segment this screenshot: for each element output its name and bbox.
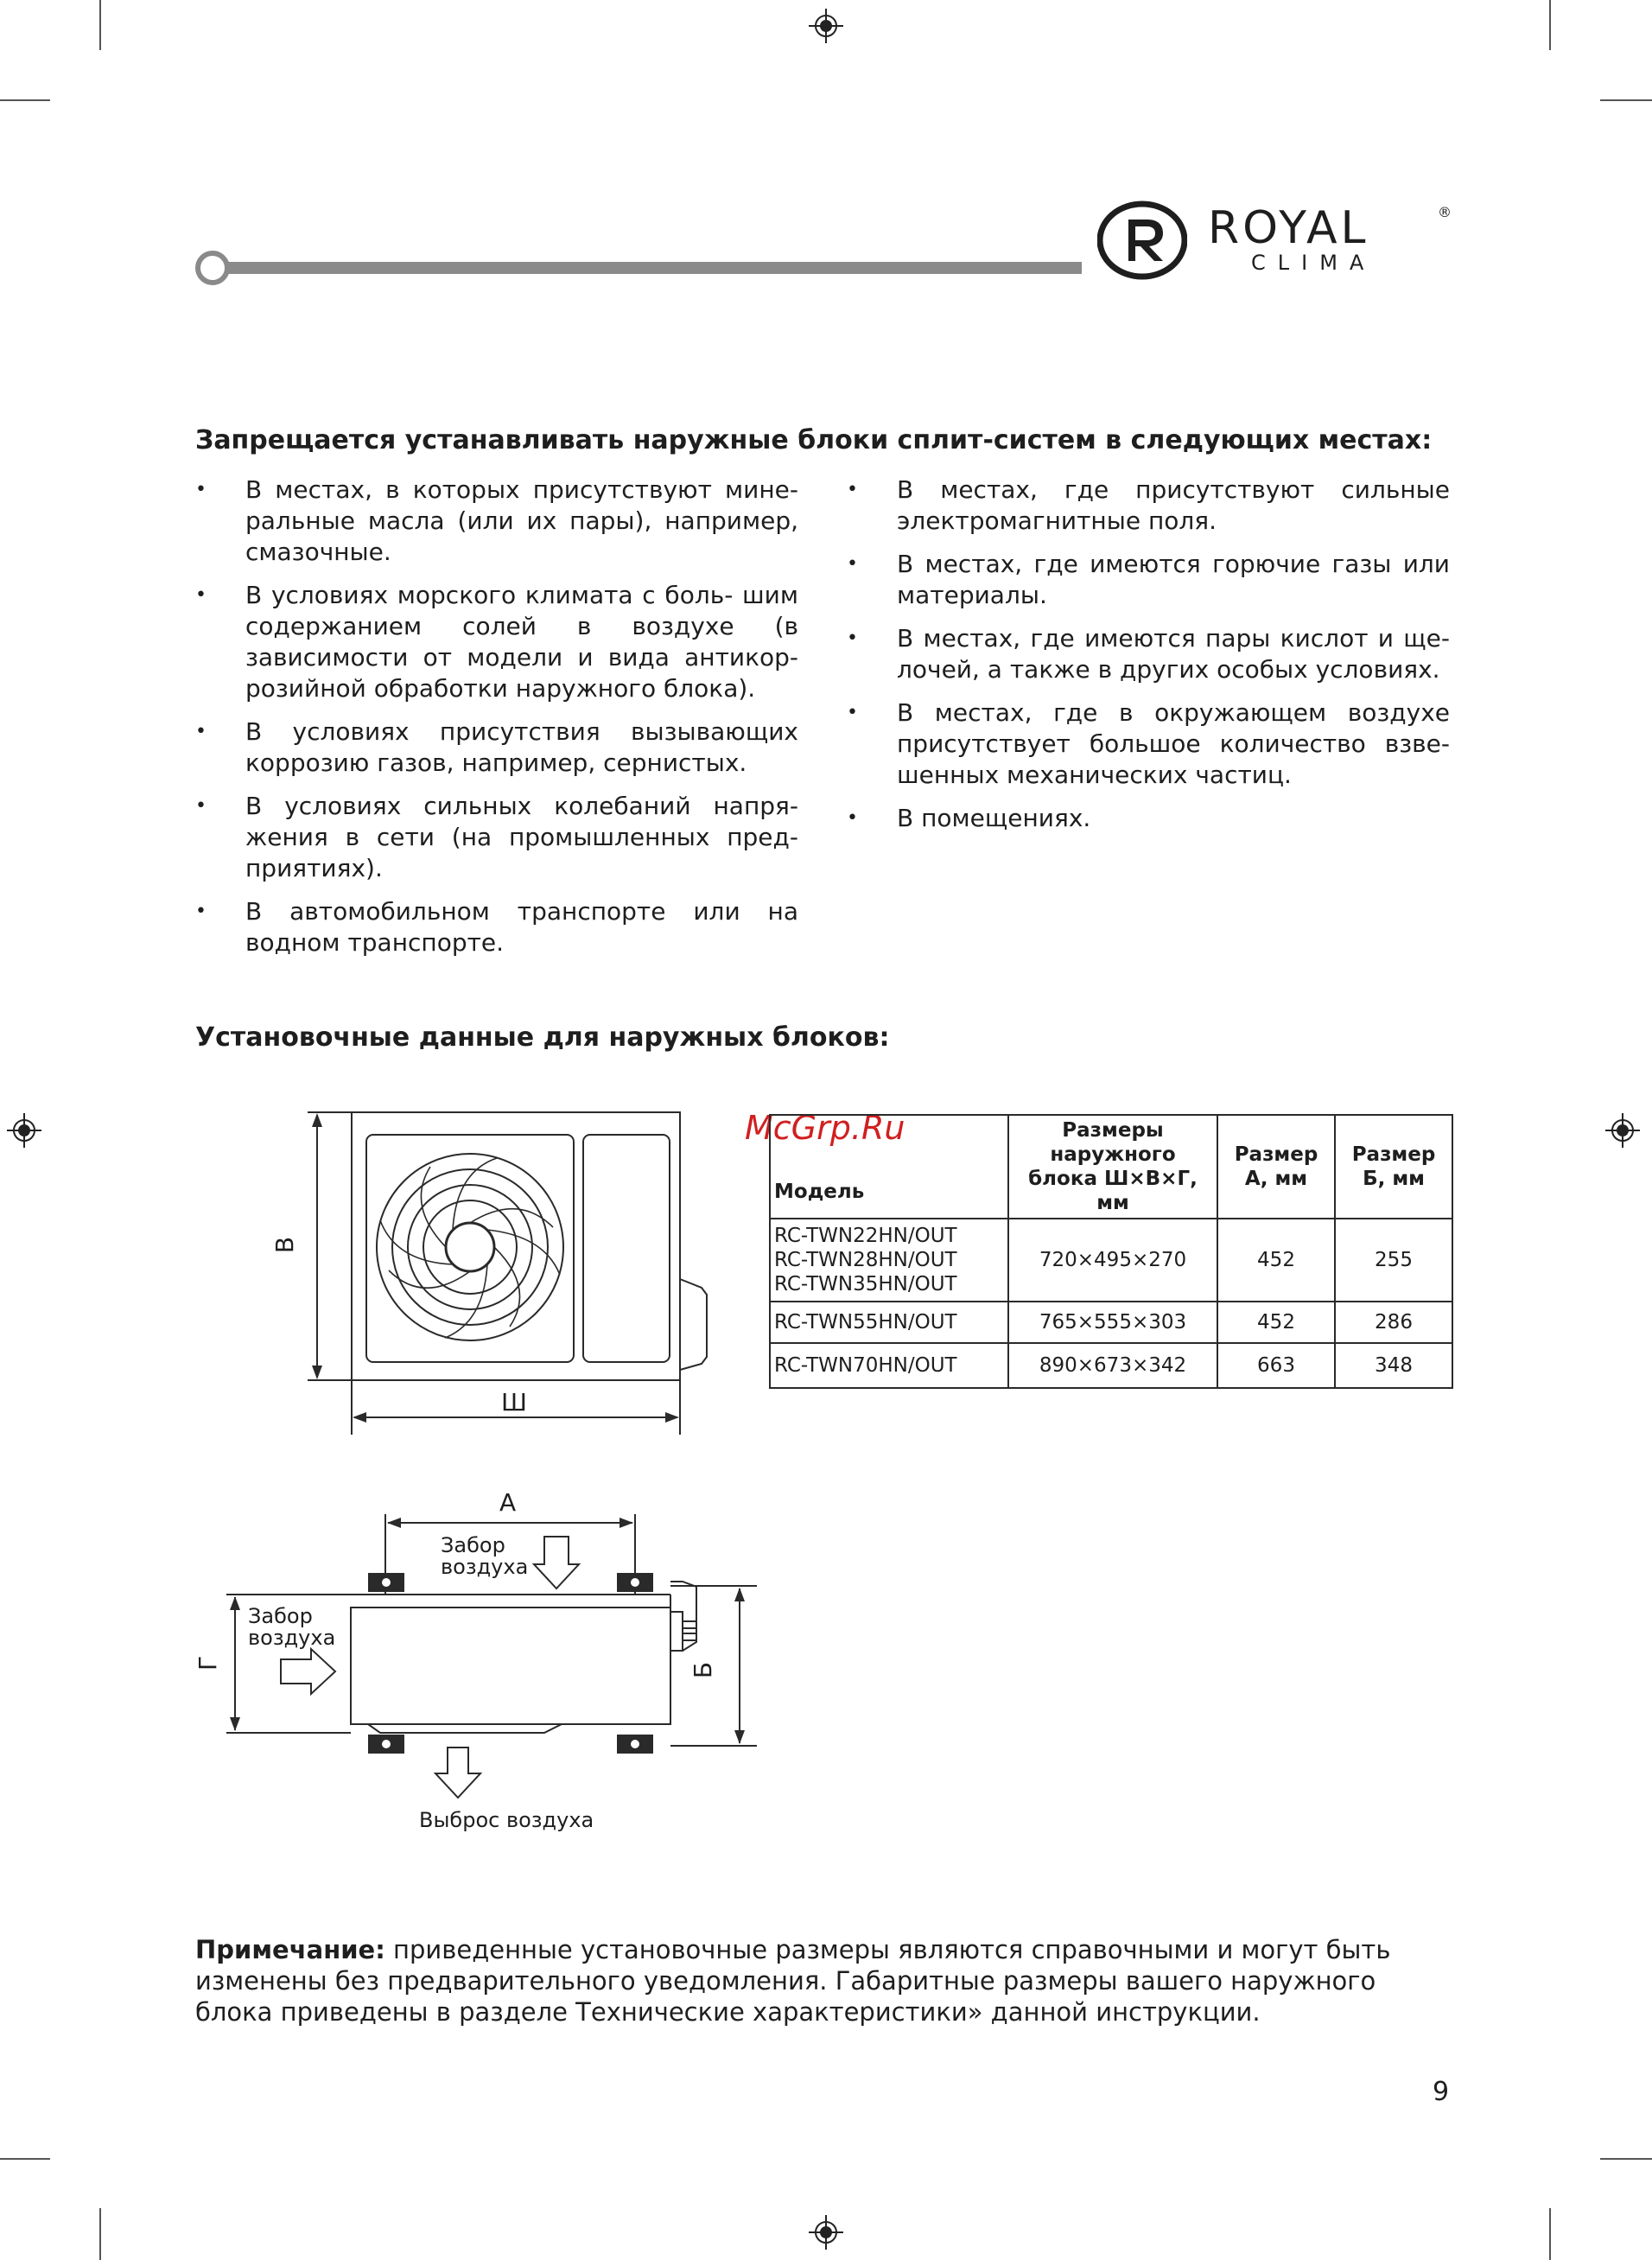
table-cell-b: 348 xyxy=(1335,1343,1452,1388)
brand-sub: CLIMA xyxy=(1251,251,1376,275)
section-title-installation-data: Установочные данные для наружных блоков: xyxy=(195,1022,890,1053)
air-intake-left-label: Забор воздуха xyxy=(248,1604,336,1650)
list-item: • В условиях сильных колебаний напря- жения в сети (на промышленных пред- приятиях). xyxy=(195,791,798,884)
list-item: • В местах, где имеются пары кислот и ще- лочей, а также в других особых условиях. xyxy=(847,623,1450,685)
brand-name: ROYAL xyxy=(1208,202,1369,254)
list-item: • В местах, где присутствуют сильные электромагнитные поля. xyxy=(847,474,1450,537)
list-item: • В помещениях. xyxy=(847,803,1450,834)
crop-mark xyxy=(1549,0,1551,50)
list-item: • В местах, где имеются горючие газы или материалы. xyxy=(847,549,1450,611)
list-item: • В условиях присутствия вызывающих коррозию газов, например, сернистых. xyxy=(195,716,798,779)
table-header-row xyxy=(770,1115,1452,1219)
table-cell-a: 452 xyxy=(1217,1302,1335,1343)
table-row xyxy=(770,1219,1452,1302)
crop-mark xyxy=(1549,2208,1551,2260)
left-column xyxy=(195,474,798,971)
note-paragraph xyxy=(195,1934,1439,2028)
registration-mark-icon xyxy=(1605,1113,1640,1148)
table-cell-model: RC-TWN22HN/OUT RC-TWN28HN/OUT RC-TWN35HN/OUT xyxy=(770,1219,1008,1302)
crop-mark xyxy=(99,0,101,50)
crop-mark xyxy=(99,2208,101,2260)
table-cell-model: RC-TWN70HN/OUT xyxy=(770,1343,1008,1388)
air-intake-top-label: Забор воздуха xyxy=(441,1533,529,1579)
table-row xyxy=(770,1302,1452,1343)
header-rule-end-circle xyxy=(195,251,230,285)
brand-logo xyxy=(1097,197,1460,283)
table-header: Размеры наружного блока Ш×В×Г, мм xyxy=(1008,1115,1217,1219)
dimension-label-b: Б xyxy=(689,1661,718,1679)
table-cell-b: 255 xyxy=(1335,1219,1452,1302)
outdoor-unit-front-diagram xyxy=(276,1102,717,1439)
dimension-label-width: Ш xyxy=(501,1388,527,1416)
list-item: • В автомобильном транспорте или на водном транспорте. xyxy=(195,896,798,958)
crop-mark xyxy=(0,99,50,101)
royal-r-emblem-icon xyxy=(1097,201,1187,280)
table-cell-a: 452 xyxy=(1217,1219,1335,1302)
table-header: Размер Б, мм xyxy=(1335,1115,1452,1219)
header-rule xyxy=(216,262,1082,274)
right-column xyxy=(847,474,1450,846)
table-cell-dims: 890×673×342 xyxy=(1008,1343,1217,1388)
table-header: Модель xyxy=(770,1115,1008,1219)
table-cell-dims: 765×555×303 xyxy=(1008,1302,1217,1343)
dimension-label-g: Г xyxy=(194,1655,223,1671)
note-text: приведенные установочные размеры являются справочными и могут быть изменены без предварительного уведомления. Габаритные размеры вашего наружного блока приведены в разделе Технические характеристики» данной инструкции. xyxy=(195,1935,1391,2027)
table-header: Размер А, мм xyxy=(1217,1115,1335,1219)
crop-mark xyxy=(0,2158,50,2160)
table-row xyxy=(770,1343,1452,1388)
air-exhaust-label: Выброс воздуха xyxy=(419,1808,594,1832)
dimension-label-a: А xyxy=(499,1488,517,1517)
table-cell-dims: 720×495×270 xyxy=(1008,1219,1217,1302)
installation-data-table xyxy=(769,1114,1453,1389)
brand-reg-mark: ® xyxy=(1438,204,1452,220)
dimension-label-height: В xyxy=(270,1236,300,1254)
registration-mark-icon xyxy=(809,2215,843,2250)
list-item: • В условиях морского климата с боль- шим содержанием солей в воздухе (в зависимости от модели и вида антикор- розийной обработки наружного блока). xyxy=(195,580,798,704)
table-cell-b: 286 xyxy=(1335,1302,1452,1343)
page-number: 9 xyxy=(1433,2077,1450,2107)
section-title-forbidden-locations: Запрещается устанавливать наружные блоки сплит-систем в следующих местах: xyxy=(195,425,1433,455)
note-label: Примечание: xyxy=(195,1935,385,1964)
list-item: • В местах, где в окружающем воздухе присутствует большое количество взве- шенных механических частиц. xyxy=(847,697,1450,791)
crop-mark xyxy=(1600,2158,1652,2160)
watermark: McGrp.Ru xyxy=(745,1109,905,1147)
registration-mark-icon xyxy=(7,1113,41,1148)
table-cell-a: 663 xyxy=(1217,1343,1335,1388)
registration-mark-icon xyxy=(809,9,843,43)
list-item: • В местах, в которых присутствуют мине- ральные масла (или их пары), например, смазочные. xyxy=(195,474,798,568)
crop-mark xyxy=(1600,99,1652,101)
mounting-foot-icon xyxy=(368,1573,653,1754)
table-cell-model: RC-TWN55HN/OUT xyxy=(770,1302,1008,1343)
